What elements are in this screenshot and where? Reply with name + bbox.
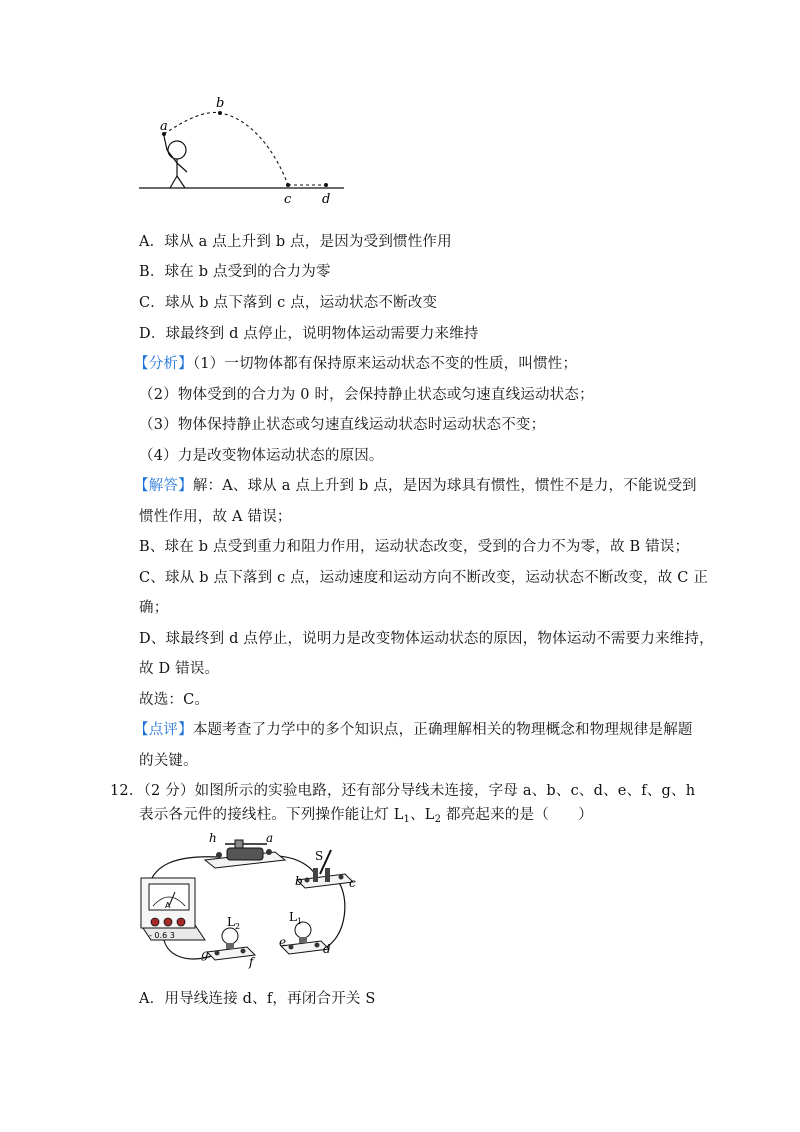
comment-line-1 (134, 720, 693, 740)
answer-line-7: 故 D 错误。 (139, 661, 220, 677)
answer-line-1 (134, 476, 697, 496)
label-f: f (249, 955, 254, 969)
q12-stem-line-2 (139, 805, 593, 830)
q12-option-a: A．用导线连接 d、f，再闭合开关 S (139, 991, 376, 1007)
point-d (324, 183, 328, 187)
point-b (218, 111, 222, 115)
analysis-tag: 【分析】 (134, 356, 193, 372)
label-d: d (322, 192, 331, 207)
label-l1: $L_1$ (289, 910, 303, 926)
q11-option-b: B．球在 b 点受到的合力为零 (139, 264, 331, 280)
label-s: S (315, 849, 324, 863)
label-c2: c (349, 876, 356, 890)
answer-tag: 【解答】 (134, 478, 193, 494)
bulb-l1 (281, 922, 329, 954)
analysis-line-2: （2）物体受到的合力为 0 时，会保持静止状态或匀速直线运动状态； (139, 387, 594, 403)
label-c: c (284, 192, 292, 207)
answer-text-1: 解：A、球从 a 点上升到 b 点，是因为球具有惯性，惯性不是力，不能说受到 (192, 478, 697, 494)
analysis-line-3: （3）物体保持静止状态或匀速直线运动状态时运动状态不变； (139, 417, 546, 433)
q11-option-c: C．球从 b 点下落到 c 点，运动状态不断改变 (139, 295, 438, 311)
analysis-line-1 (134, 354, 577, 374)
ammeter-terminals: - 0.6 3 (149, 931, 175, 940)
q12-stem-sub2: 2 (434, 814, 442, 825)
answer-line-2: 惯性作用，故 A 错误； (139, 509, 292, 525)
q12-stem-sub1: 1 (403, 814, 411, 825)
label-a: a (160, 119, 168, 134)
comment-text-1: 本题考查了力学中的多个知识点，正确理解相关的物理概念和物理规律是解题 (192, 722, 693, 738)
q12-stem-1: （2 分）如图所示的实验电路，还有部分导线未连接，字母 a、b、c、d、e、f、g、h (143, 783, 696, 799)
label-g: g (201, 947, 209, 961)
q12-stem-2c: 都亮起来的是（ ） (441, 807, 594, 823)
q11-option-d: D．球最终到 d 点停止，说明物体运动需要力来维持 (139, 326, 479, 342)
answer-line-4: C、球从 b 点下落到 c 点，运动速度和运动方向不断改变，运动状态不断改变，故 C 正 (139, 570, 709, 586)
q12-stem-2b: 、L (410, 807, 435, 823)
q12-stem-2a: 表示各元件的接线柱。下列操作能让灯 L (139, 807, 404, 823)
comment-line-2: 的关键。 (139, 753, 198, 769)
point-c (286, 183, 290, 187)
answer-line-5: 确； (139, 600, 169, 616)
switch (297, 850, 353, 888)
analysis-text-1: （1）一切物体都有保持原来运动状态不变的性质，叫惯性； (192, 356, 578, 372)
label-l2: $L_2$ (227, 915, 241, 931)
trajectory-path (164, 112, 288, 185)
q12-stem-line-1 (110, 781, 695, 801)
analysis-line-4: （4）力是改变物体运动状态的原因。 (139, 448, 384, 464)
q12-number: 12． (110, 783, 144, 799)
label-b: b (216, 96, 225, 111)
bulb-l2 (207, 928, 255, 960)
comment-tag: 【点评】 (134, 722, 193, 738)
trajectory-figure (130, 90, 360, 210)
answer-line-6: D、球最终到 d 点停止，说明力是改变物体运动状态的原因，物体运动不需要力来维持， (139, 631, 714, 647)
ammeter-letter: A (165, 901, 171, 910)
label-d2: d (323, 942, 331, 956)
answer-line-8: 故选：C。 (139, 692, 210, 708)
label-e: e (279, 935, 287, 949)
answer-line-3: B、球在 b 点受到重力和阻力作用，运动状态改变，受到的合力不为零，故 B 错误； (139, 539, 690, 555)
q11-option-a: A．球从 a 点上升到 b 点，是因为受到惯性作用 (139, 234, 452, 250)
label-b2: b (295, 874, 303, 888)
label-h: h (209, 831, 217, 845)
circuit-figure (135, 830, 365, 975)
person-figure (164, 136, 187, 188)
label-a2: a (266, 831, 274, 845)
